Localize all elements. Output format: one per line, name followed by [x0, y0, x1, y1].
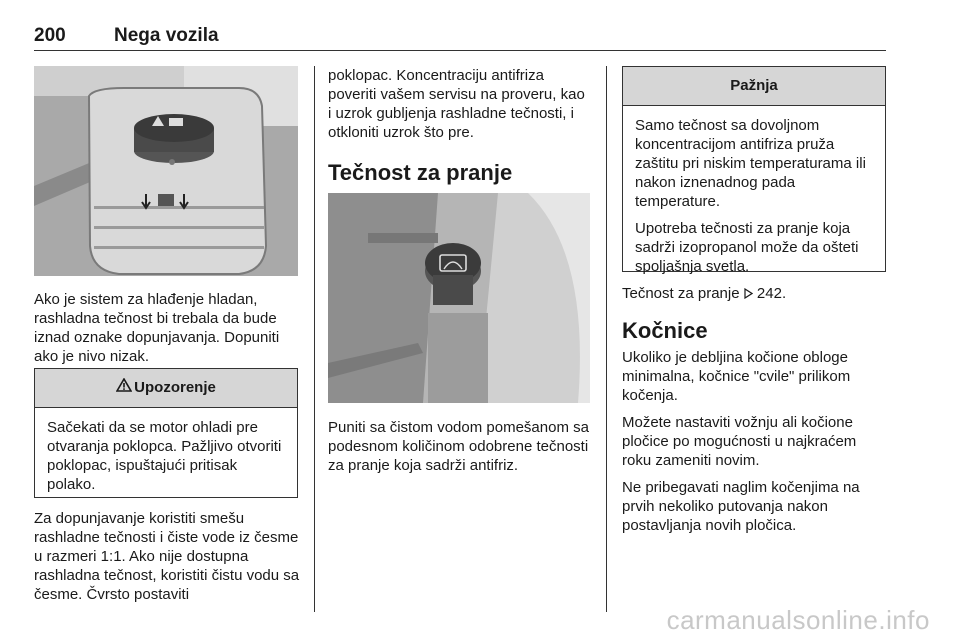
- page-number: 200: [34, 25, 66, 46]
- caution-box-body: [623, 106, 885, 294]
- reference-text: Tečnost za pranje: [622, 285, 740, 302]
- caution-box-header: Pažnja: [623, 67, 885, 106]
- page-header: [34, 22, 886, 51]
- column-divider: [606, 66, 607, 612]
- caution-text-2: Upotreba tečnosti za pranje koja sadrži izopropanol može da ošteti spoljašnja svetla.: [635, 220, 859, 275]
- brakes-section: [622, 318, 886, 535]
- caution-box: [622, 66, 886, 275]
- warning-title: Upozorenje: [134, 379, 216, 396]
- washer-fluid-paragraph: Puniti sa čistom vodom pomešanom sa podesnom količinom odobrene tečnosti za pranje koja sadrži antifriz.: [328, 419, 589, 474]
- warning-box: [34, 368, 298, 498]
- coolant-text-2: [34, 509, 306, 604]
- washer-fluid-photo: [328, 193, 590, 403]
- reference-page-link[interactable]: 242.: [756, 285, 787, 302]
- coolant-paragraph-2: Za dopunjavanje koristiti smešu rashladne tečnosti i čiste vode iz česme u razmeri 1:1. Ako nije dostupna rashladna tečnost, koristiti čistu vodu sa česme. Čvrsto postaviti: [34, 510, 300, 603]
- warning-box-body: [35, 408, 297, 512]
- brakes-paragraph-2: Možete nastaviti vožnju ali kočione pločice po mogućnosti u najkraćem roku zameniti novim.: [622, 414, 857, 469]
- brakes-paragraph-1: Ukoliko je debljina kočione obloge minimalna, kočnice "cvile" prilikom kočenja.: [622, 349, 851, 404]
- watermark: carmanualsonline.info: [666, 605, 930, 635]
- warning-text: Sačekati da se motor ohladi pre otvaranja poklopca. Pažljivo otvoriti poklopac, ispuštajući pritisak polako.: [47, 419, 282, 493]
- warning-box-header: [35, 369, 297, 408]
- coolant-text-1: [34, 290, 302, 366]
- brakes-heading: Kočnice: [622, 318, 708, 343]
- warning-triangle-icon: [116, 369, 132, 407]
- column-divider: [314, 66, 315, 612]
- coolant-paragraph-3: poklopac. Koncentraciju antifriza poveriti vašem servisu na proveru, kao i uzrok gubljenja rashladne tečnosti, i otkloniti uzrok što pre.: [328, 67, 585, 141]
- coolant-text-continued: [328, 66, 592, 142]
- washer-fluid-heading: Tečnost za pranje: [328, 160, 513, 185]
- coolant-paragraph-1: Ako je sistem za hlađenje hladan, rashladna tečnost bi trebala da bude iznad oznake dopunjavanja. Dopuniti ako je nivo nizak.: [34, 291, 280, 365]
- chapter-title: Nega vozila: [114, 25, 219, 46]
- washer-fluid-reference: [622, 284, 884, 303]
- caution-text-1: Samo tečnost sa dovoljnom koncentracijom antifriza pruža zaštitu pri niskim temperaturama ili nakon iznenadnog pada temperature.: [635, 117, 866, 210]
- page-reference-arrow-glyph: [744, 285, 753, 302]
- coolant-reservoir-photo: [34, 66, 298, 276]
- washer-fluid-text: [328, 418, 596, 475]
- brakes-paragraph-3: Ne pribegavati naglim kočenjima na prvih nekoliko putovanja nakon postavljanja novih pločica.: [622, 479, 860, 534]
- washer-fluid-section: [328, 160, 592, 186]
